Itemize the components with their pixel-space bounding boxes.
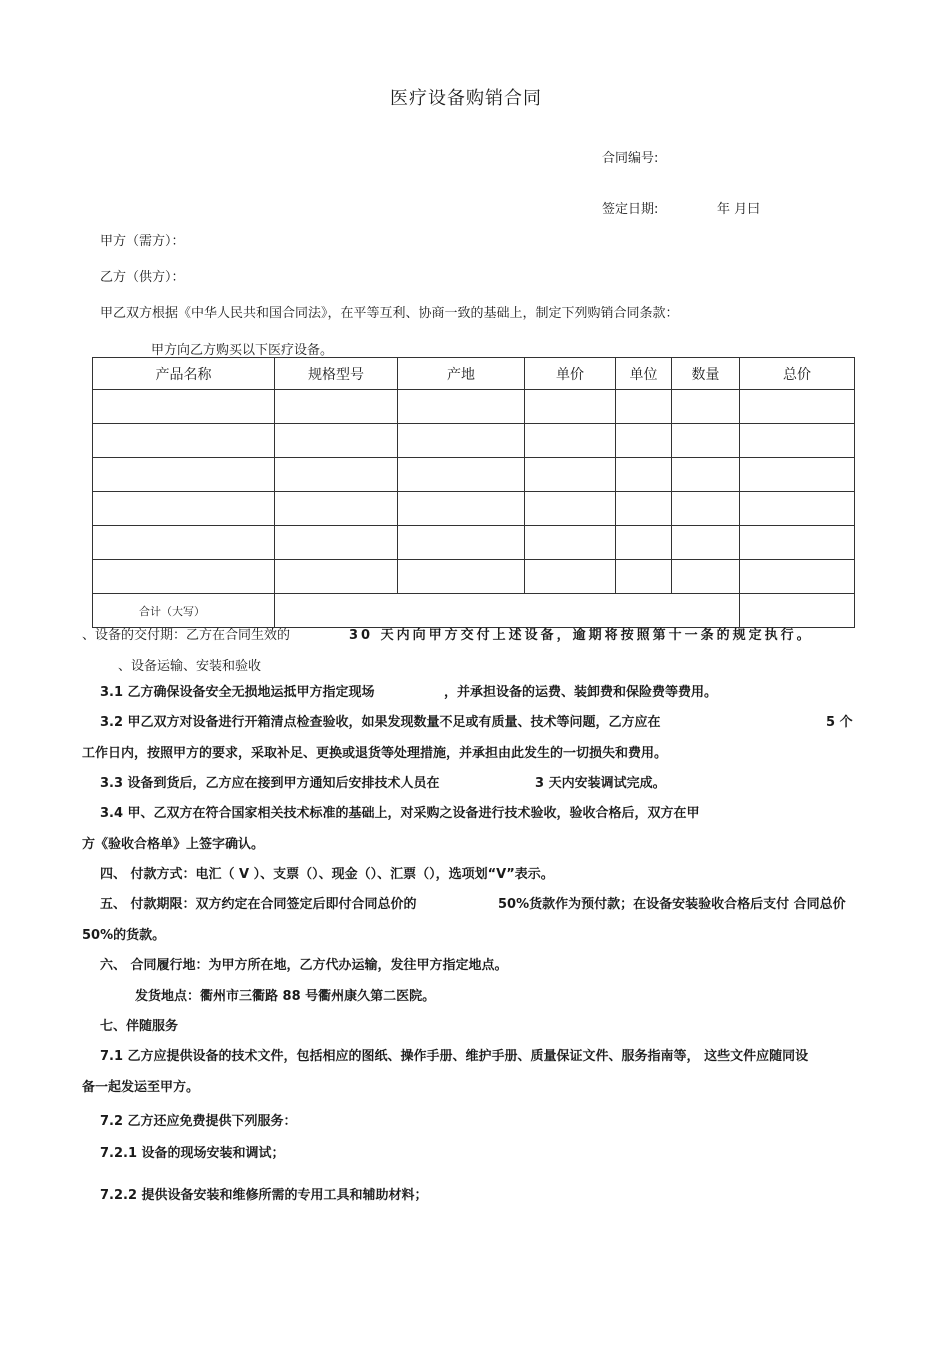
clause-3-2-part2: 工作日内，按照甲方的要求，采取补足、更换或退货等处理措施，并承担由此发生的一切损失和费用。 bbox=[82, 746, 668, 761]
page-title: 医疗设备购销合同 bbox=[390, 88, 542, 109]
table-cell bbox=[93, 424, 275, 458]
total-uppercase-value bbox=[275, 594, 740, 628]
shipping-address: 发货地点：衢州市三衢路 88 号衢州康久第二医院。 bbox=[135, 989, 436, 1004]
clause-7-2: 7.2 乙方还应免费提供下列服务： bbox=[100, 1114, 297, 1129]
table-cell bbox=[398, 424, 525, 458]
delivery-clause-label: 、设备的交付期：乙方在合同生效的 bbox=[82, 628, 291, 643]
table-row bbox=[93, 492, 855, 526]
table-caption: 甲方向乙方购买以下医疗设备。 bbox=[151, 343, 334, 358]
total-uppercase-label: 合计（大写） bbox=[93, 594, 275, 628]
table-cell bbox=[525, 458, 616, 492]
contract-number-label: 合同编号: bbox=[602, 151, 659, 166]
table-cell bbox=[616, 390, 672, 424]
table-cell bbox=[398, 526, 525, 560]
table-row bbox=[93, 560, 855, 594]
equipment-table bbox=[92, 357, 855, 628]
clause-3-4-part1: 3.4 甲、乙双方在符合国家相关技术标准的基础上，对采购之设备进行技术验收，验收合格后，双方在甲 bbox=[100, 806, 700, 821]
table-cell bbox=[93, 458, 275, 492]
table-cell bbox=[672, 492, 740, 526]
table-row bbox=[93, 390, 855, 424]
table-cell bbox=[672, 424, 740, 458]
table-cell bbox=[398, 458, 525, 492]
table-row bbox=[93, 526, 855, 560]
table-cell bbox=[616, 424, 672, 458]
payment-method-clause: 四、 付款方式：电汇（ V ）、支票（）、现金（）、汇票（），选项划“V”表示。 bbox=[100, 867, 554, 882]
table-cell bbox=[398, 390, 525, 424]
table-cell bbox=[525, 424, 616, 458]
table-cell bbox=[672, 560, 740, 594]
table-row bbox=[93, 458, 855, 492]
party-b-label: 乙方（供方）： bbox=[100, 270, 185, 285]
performance-place-clause: 六、 合同履行地：为甲方所在地，乙方代办运输，发往甲方指定地点。 bbox=[100, 958, 508, 973]
table-row bbox=[93, 424, 855, 458]
transport-section-title: 、设备运输、安装和验收 bbox=[118, 659, 262, 674]
clause-3-4-part2: 方《验收合格单》上签字确认。 bbox=[82, 837, 265, 852]
table-cell bbox=[740, 458, 855, 492]
clause-3-2-days: 5 个 bbox=[826, 715, 853, 730]
clause-3-3-part2: 3 天内安装调试完成。 bbox=[535, 776, 666, 791]
table-cell bbox=[93, 526, 275, 560]
table-cell bbox=[275, 458, 398, 492]
payment-term-part1: 五、 付款期限：双方约定在合同签定后即付合同总价的 bbox=[100, 897, 417, 912]
table-cell bbox=[740, 390, 855, 424]
header-total-price: 总价 bbox=[740, 358, 855, 390]
sign-date-label: 签定日期: bbox=[602, 202, 659, 217]
table-cell bbox=[398, 492, 525, 526]
clause-7-2-2: 7.2.2 提供设备安装和维修所需的专用工具和辅助材料； bbox=[100, 1188, 428, 1203]
payment-term-part3: 50%的货款。 bbox=[82, 928, 166, 943]
header-quantity: 数量 bbox=[672, 358, 740, 390]
party-a-label: 甲方（需方）： bbox=[100, 234, 185, 249]
clause-7-1-part2: 备一起发运至甲方。 bbox=[82, 1080, 200, 1095]
table-cell bbox=[275, 492, 398, 526]
table-total-row bbox=[93, 594, 855, 628]
clause-7-1-part1: 7.1 乙方应提供设备的技术文件，包括相应的图纸、操作手册、维护手册、质量保证文件、服务指南等， 这些文件应随同设 bbox=[100, 1049, 809, 1064]
table-cell bbox=[616, 560, 672, 594]
table-cell bbox=[672, 458, 740, 492]
table-cell bbox=[525, 526, 616, 560]
clause-3-3-part1: 3.3 设备到货后，乙方应在接到甲方通知后安排技术人员在 bbox=[100, 776, 440, 791]
table-cell bbox=[740, 526, 855, 560]
header-product-name: 产品名称 bbox=[93, 358, 275, 390]
delivery-clause-text: 30 天内向甲方交付上述设备，逾期将按照第十一条的规定执行。 bbox=[349, 628, 813, 643]
clause-7-2-1: 7.2.1 设备的现场安装和调试； bbox=[100, 1146, 285, 1161]
table-header-row bbox=[93, 358, 855, 390]
table-cell bbox=[616, 526, 672, 560]
table-cell bbox=[275, 390, 398, 424]
table-cell bbox=[93, 492, 275, 526]
header-spec-model: 规格型号 bbox=[275, 358, 398, 390]
table-cell bbox=[616, 492, 672, 526]
service-section-title: 七、伴随服务 bbox=[100, 1019, 179, 1034]
intro-paragraph: 甲乙双方根据《中华人民共和国合同法》，在平等互利、协商一致的基础上，制定下列购销合同条款： bbox=[100, 306, 679, 321]
header-origin: 产地 bbox=[398, 358, 525, 390]
sign-date-value: 年 月曰 bbox=[717, 202, 761, 217]
table-cell bbox=[275, 526, 398, 560]
table-cell bbox=[398, 560, 525, 594]
table-cell bbox=[93, 390, 275, 424]
table-cell bbox=[740, 492, 855, 526]
header-unit-price: 单价 bbox=[525, 358, 616, 390]
table-cell bbox=[525, 492, 616, 526]
header-unit: 单位 bbox=[616, 358, 672, 390]
table-cell bbox=[616, 458, 672, 492]
table-cell bbox=[93, 560, 275, 594]
clause-3-1-part2: ，并承担设备的运费、装卸费和保险费等费用。 bbox=[444, 685, 718, 700]
table-cell bbox=[525, 560, 616, 594]
clause-3-2-part1: 3.2 甲乙双方对设备进行开箱清点检查验收，如果发现数量不足或有质量、技术等问题，乙方应在 bbox=[100, 715, 661, 730]
table-cell bbox=[740, 424, 855, 458]
table-cell bbox=[275, 560, 398, 594]
table-cell bbox=[275, 424, 398, 458]
total-value-cell bbox=[740, 594, 855, 628]
clause-3-1-part1: 3.1 乙方确保设备安全无损地运抵甲方指定现场 bbox=[100, 685, 375, 700]
table-cell bbox=[740, 560, 855, 594]
table-cell bbox=[672, 526, 740, 560]
table-cell bbox=[525, 390, 616, 424]
payment-term-part2: 50%货款作为预付款；在设备安装验收合格后支付 合同总价 bbox=[498, 897, 846, 912]
table-cell bbox=[672, 390, 740, 424]
